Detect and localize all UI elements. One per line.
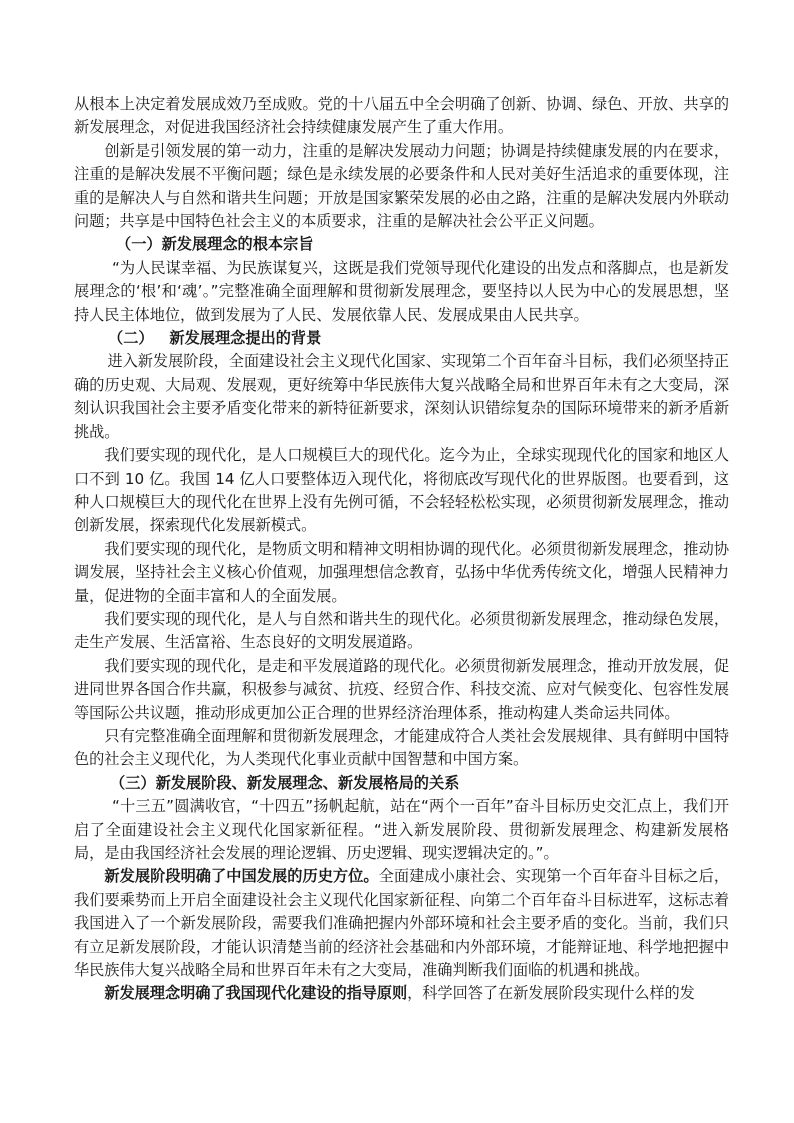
paragraph: “十三五”圆满收官，“十四五”扬帆起航，站在“两个一百年”奋斗目标历史交汇点上，我们开启了全面建设社会主义现代化国家新征程。“进入新发展阶段、贯彻新发展理念、构建新发展格局，是由我国经济社会发展的理论逻辑、历史逻辑、现实逻辑决定的。”。 [74, 797, 729, 862]
paragraph: 我们要实现的现代化，是走和平发展道路的现代化。必须贯彻新发展理念，推动开放发展，促进同世界各国合作共赢，积极参与减贫、抗疫、经贸合作、科技交流、应对气候变化、包容性发展等国际公共议题，推动形成更加公正合理的世界经济治理体系，推动构建人类命运共同体。 [74, 656, 729, 722]
paragraph-body: 全面建成小康社会、实现第一个百年奋斗目标之后，我们要乘势而上开启全面建设社会主义现代化国家新征程、向第二个百年奋斗目标进军，这标志着我国进入了一个新发展阶段，需要我们准确把握内外部环境和社会主要矛盾的变化。当前，我们只有立足新发展阶段，才能认识清楚当前的经济社会基础和内外部环境，才能辩证地、科学地把握中华民族伟大复兴战略全局和世界百年未有之大变局，准确判断我们面临的机遇和挑战。 [74, 867, 729, 980]
document-page [74, 93, 729, 1006]
paragraph: 从根本上决定着发展成效乃至成败。党的十八届五中全会明确了创新、协调、绿色、开放、共享的新发展理念，对促进我国经济社会持续健康发展产生了重大作用。 [74, 95, 729, 137]
paragraph [74, 982, 729, 1005]
paragraph: 进入新发展阶段，全面建设社会主义现代化国家、实现第二个百年奋斗目标，我们必须坚持正确的历史观、大局观、发展观，更好统筹中华民族伟大复兴战略全局和世界百年未有之大变局，深刻认识我国社会主要矛盾变化带来的新特征新要求，深刻认识错综复杂的国际环境带来的新矛盾新挑战。 [74, 352, 729, 441]
section-heading: （一）新发展理念的根本宗旨 [116, 235, 314, 254]
section-heading: （二） 新发展理念提出的背景 [108, 329, 322, 348]
paragraph-body: ，科学回答了在新发展阶段实现什么样的发 [407, 984, 695, 1003]
paragraph-lead: 新发展理念明确了我国现代化建设的指导原则 [104, 984, 408, 1003]
paragraph [74, 865, 729, 982]
paragraph-lead: 新发展阶段明确了中国发展的历史方位。 [104, 867, 379, 886]
paragraph: 我们要实现的现代化，是人口规模巨大的现代化。迄今为止，全球实现现代化的国家和地区人口不到 10 亿。我国 14 亿人口要整体迈入现代化，将彻底改写现代化的世界版图。也要看到，这种人口规模巨大的现代化在世界上没有先例可循，不会轻轻松松实现，必须贯彻新发展理念，推动创新发展，探索现代化发展新模式。 [74, 446, 729, 535]
paragraph: 我们要实现的现代化，是人与自然和谐共生的现代化。必须贯彻新发展理念，推动绿色发展，走生产发展、生活富裕、生态良好的文明发展道路。 [74, 609, 729, 652]
paragraph: 我们要实现的现代化，是物质文明和精神文明相协调的现代化。必须贯彻新发展理念，推动协调发展，坚持社会主义核心价值观，加强理想信念教育，弘扬中华优秀传统文化，增强人民精神力量，促进物的全面丰富和人的全面发展。 [74, 539, 729, 605]
paragraph: 只有完整准确全面理解和贯彻新发展理念，才能建成符合人类社会发展规律、具有鲜明中国特色的社会主义现代化，为人类现代化事业贡献中国智慧和中国方案。 [74, 726, 729, 769]
paragraph: 创新是引领发展的第一动力，注重的是解决发展动力问题；协调是持续健康发展的内在要求，注重的是解决发展不平衡问题；绿色是永续发展的必要条件和人民对美好生活追求的重要体现，注重的是解决人与自然和谐共生问题；开放是国家繁荣发展的必由之路，注重的是解决发展内外联动问题；共享是中国特色社会主义的本质要求，注重的是解决社会公平正义问题。 [74, 141, 729, 231]
section-heading: （三）新发展阶段、新发展理念、新发展格局的关系 [110, 773, 460, 792]
paragraph: “为人民谋幸福、为民族谋复兴，这既是我们党领导现代化建设的出发点和落脚点，也是新发展理念的‘根’和‘魂’。”完整准确全面理解和贯彻新发展理念，要坚持以人民为中心的发展思想，坚持人民主体地位，做到发展为了人民、发展依靠人民、发展成果由人民共享。 [74, 258, 729, 324]
